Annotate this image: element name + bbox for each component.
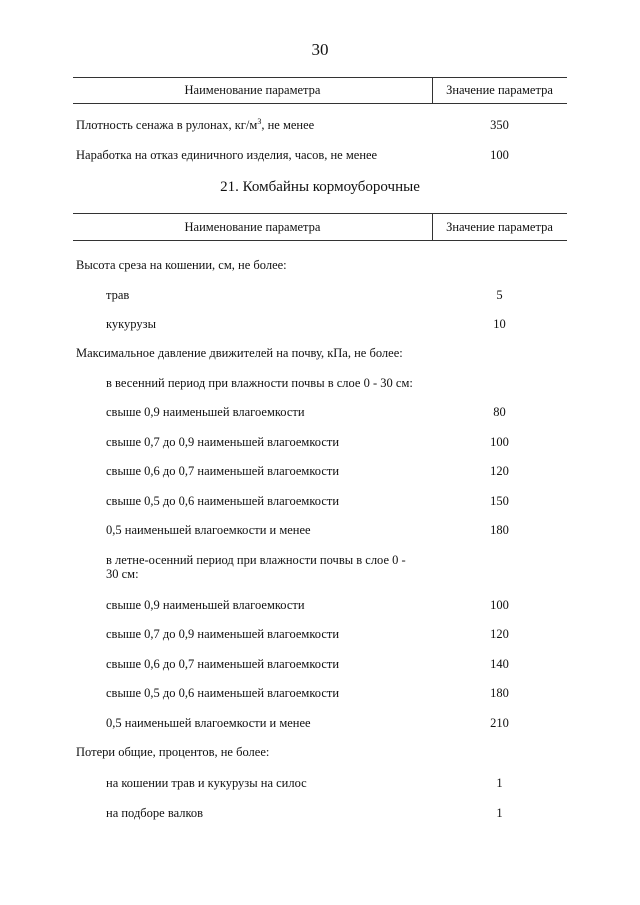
table2-row-value: 150: [490, 494, 509, 508]
table1-row-value: 350: [490, 118, 509, 132]
table2-row-value: 120: [490, 627, 509, 641]
table2-row-value: 140: [490, 657, 509, 671]
page-number: 30: [311, 40, 329, 59]
table2-row-value: 100: [490, 598, 509, 612]
table2-row-value: 120: [490, 464, 509, 478]
table2-row-label: свыше 0,9 наименьшей влагоемкости: [106, 405, 305, 419]
table2-row-value: 180: [490, 523, 509, 537]
table2-row-label: свыше 0,7 до 0,9 наименьшей влагоемкости: [106, 627, 340, 641]
table2-row-label: Потери общие, процентов, не более:: [76, 745, 270, 759]
table1-top-rule: [73, 77, 567, 78]
section-title: 21. Комбайны кормоуборочные: [220, 179, 420, 195]
table2-header-name: Наименование параметра: [184, 220, 321, 234]
table1-row-label: Плотность сенажа в рулонах, $кг/м^3$, не менее: [76, 116, 315, 132]
table2-row-label: в весенний период при влажности почвы в слое 0 - 30 см:: [106, 376, 413, 390]
table2-row-value: 10: [493, 317, 506, 331]
table2-top-rule: [73, 213, 567, 214]
table2-header-value: Значение параметра: [446, 220, 553, 234]
table2-row-label: в летне-осенний период при влажности почвы в слое 0 - 30 см:: [106, 553, 406, 581]
table2-row-label: свыше 0,5 до 0,6 наименьшей влагоемкости: [106, 686, 340, 700]
table1-row-label: Наработка на отказ единичного изделия, часов, не менее: [76, 148, 378, 162]
table2-row-label: свыше 0,9 наименьшей влагоемкости: [106, 598, 305, 612]
table2-row-label: свыше 0,6 до 0,7 наименьшей влагоемкости: [106, 464, 340, 478]
table2-row-label: свыше 0,5 до 0,6 наименьшей влагоемкости: [106, 494, 340, 508]
table2-row-value: 1: [496, 776, 503, 790]
table2-row-label: свыше 0,6 до 0,7 наименьшей влагоемкости: [106, 657, 340, 671]
table2-row-label: Максимальное давление движителей на почву, кПа, не более:: [76, 346, 403, 360]
table2-row-value: 180: [490, 686, 509, 700]
table2-row-label: свыше 0,7 до 0,9 наименьшей влагоемкости: [106, 435, 340, 449]
table2-row-label: трав: [106, 288, 130, 302]
table2-row-label: на подборе валков: [106, 806, 204, 820]
table2-row-value: 100: [490, 435, 509, 449]
table2-row-value: 210: [490, 716, 509, 730]
table2-row-value: 5: [496, 288, 503, 302]
table2-row-value: 80: [493, 405, 506, 419]
table2-row-label: 0,5 наименьшей влагоемкости и менее: [106, 523, 311, 537]
table2-row-label: кукурузы: [106, 317, 156, 331]
table2-row-label: 0,5 наименьшей влагоемкости и менее: [106, 716, 311, 730]
table2-row-value: 1: [496, 806, 503, 820]
table1-header-value: Значение параметра: [446, 83, 553, 97]
table1-row-value: 100: [490, 148, 509, 162]
table2-header-rule: [73, 240, 567, 241]
table1-header-rule: [73, 103, 567, 104]
table2-row-label: Высота среза на кошении, см, не более:: [76, 258, 287, 272]
table1-header-name: Наименование параметра: [184, 83, 321, 97]
table2-row-label: на кошении трав и кукурузы на силос: [106, 776, 307, 790]
